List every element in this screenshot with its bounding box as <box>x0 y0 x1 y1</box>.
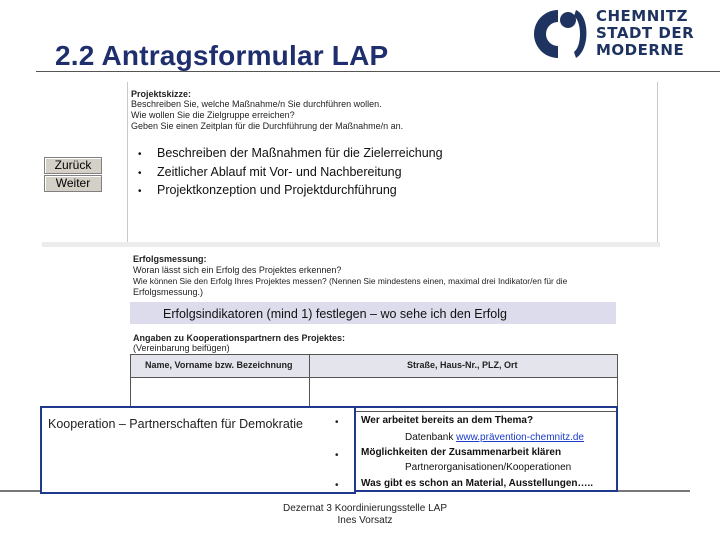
erfolgsmessung-line-1: Woran lässt sich ein Erfolg des Projektes erkennen? <box>133 265 342 275</box>
bullet-icon: • <box>335 450 339 461</box>
table-header-cell-name: Name, Vorname bzw. Bezeichnung <box>145 360 293 370</box>
logo-wordmark <box>596 8 694 59</box>
next-button[interactable]: Weiter <box>44 175 102 192</box>
form-left-border <box>127 82 128 242</box>
chemnitz-logo-mark-icon <box>530 6 592 62</box>
footer-line-2: Ines Vorsatz <box>337 515 393 526</box>
list-item: • Projektkonzeption und Projektdurchführung <box>138 183 397 197</box>
title-divider <box>36 71 720 72</box>
callout-frame-edge <box>356 406 616 408</box>
erfolgsmessung-heading: Erfolgsmessung: <box>133 254 207 264</box>
projektskizze-bullet-list <box>138 145 443 201</box>
table-header-cell-address: Straße, Haus-Nr., PLZ, Ort <box>407 360 518 370</box>
coop-point-3: Was gibt es schon an Material, Ausstellungen….. <box>361 478 594 489</box>
slide-footer <box>250 503 480 527</box>
bullet-icon: • <box>335 480 339 491</box>
erfolgsmessung-line-2: Wie können Sie den Erfolg Ihres Projektes messen? (Nennen Sie mindestens einen, maximal drei Indikator/en für die <box>133 276 568 286</box>
form-right-border <box>657 82 658 242</box>
logo-line-3: MODERNE <box>596 41 685 59</box>
projektskizze-line-3: Geben Sie einen Zeitplan für die Durchführung der Maßnahme/n an. <box>131 121 404 131</box>
logo-line-1: CHEMNITZ <box>596 7 688 25</box>
list-item: • Beschreiben der Maßnahmen für die Zielerreichung <box>138 146 443 160</box>
coop-point-2: Möglichkeiten der Zusammenarbeit klären <box>361 447 562 458</box>
coop-point-1: Wer arbeitet bereits an dem Thema? <box>361 415 534 426</box>
bullet-text: Beschreiben der Maßnahmen für die Zielerreichung <box>157 146 443 160</box>
projektskizze-line-2: Wie wollen Sie die Zielgruppe erreichen? <box>131 110 295 120</box>
section-separator <box>42 242 660 247</box>
coop-point-2-sub: Partnerorganisationen/Kooperationen <box>405 462 572 473</box>
back-button[interactable]: Zurück <box>44 157 102 174</box>
table-column-divider <box>309 355 310 411</box>
bullet-text: Zeitlicher Ablauf mit Vor- und Nachbereitung <box>157 164 402 179</box>
erfolgsmessung-line-3: Erfolgsmessung.) <box>133 287 204 297</box>
callout-frame-edge <box>616 406 618 492</box>
slide-title: 2.2 Antragsformular LAP <box>55 40 389 71</box>
footer-line-1: Dezernat 3 Koordinierungsstelle LAP <box>283 503 447 514</box>
praevention-link[interactable]: www.prävention-chemnitz.de <box>456 432 584 443</box>
logo-line-2: STADT DER <box>596 24 695 42</box>
erfolg-highlight-text: Erfolgsindikatoren (mind 1) festlegen – wo sehe ich den Erfolg <box>163 307 507 321</box>
projektskizze-line-1: Beschreiben Sie, welche Maßnahme/n Sie durchführen wollen. <box>131 99 382 109</box>
kooperation-subheading: (Vereinbarung beifügen) <box>133 343 230 353</box>
kooperation-table <box>130 354 618 412</box>
callout-frame-edge <box>354 406 356 492</box>
chemnitz-logo <box>530 6 695 66</box>
bullet-text: Projektkonzeption und Projektdurchführung <box>157 183 397 197</box>
callout-frame-edge <box>356 490 618 492</box>
kooperation-heading: Angaben zu Kooperationspartnern des Projektes: <box>133 333 346 343</box>
bullet-icon: • <box>335 417 339 428</box>
list-item: • Zeitlicher Ablauf mit Vor- und Nachbereitung <box>138 164 402 179</box>
projektskizze-heading: Projektskizze: <box>131 89 192 99</box>
table-header <box>131 355 617 378</box>
kooperation-callout-label: Kooperation – Partnerschaften für Demokratie <box>48 417 303 431</box>
coop-point-1-sub: Datenbank www.prävention-chemnitz.de <box>405 432 584 443</box>
